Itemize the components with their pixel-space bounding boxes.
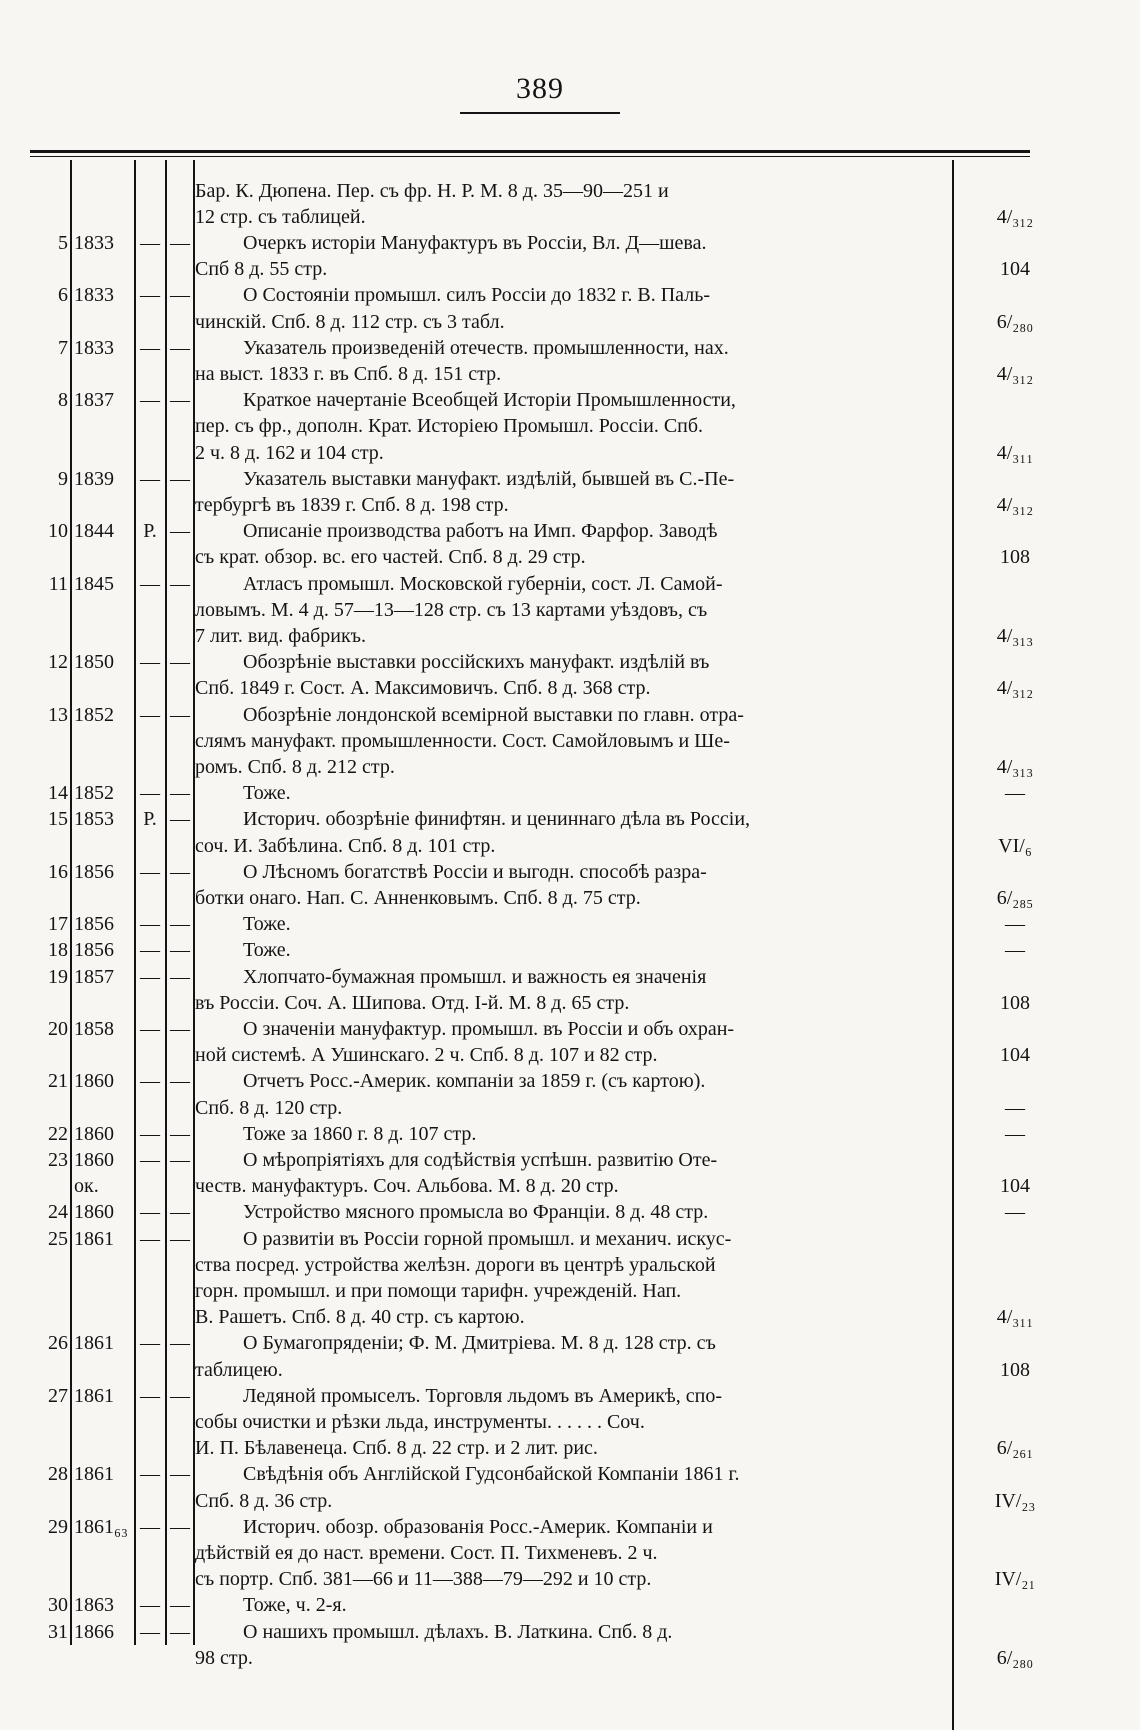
entry-number: 15 [48, 808, 68, 831]
entry-text-line: Спб. 1849 г. Сост. А. Максимовичъ. Спб. 8 д. 368 стр. [195, 677, 651, 700]
entry-text-line: О нашихъ промышл. дѣлахъ. В. Латкина. Спб. 8 д. [243, 1620, 673, 1643]
entry-year: 1837 [74, 389, 114, 412]
entry-text-line: Спб 8 д. 55 стр. [195, 258, 328, 281]
entry-text-line: 2 ч. 8 д. 162 и 104 стр. [195, 441, 384, 464]
entry-ref: 104 [1000, 258, 1030, 281]
entry-number: 11 [48, 572, 68, 595]
entry-text-line: Атласъ промышл. Московской губерніи, сост. Л. Самой- [243, 572, 723, 595]
entry-mark-1: — [140, 572, 160, 595]
entry-number: 23 [48, 1149, 68, 1171]
entry-mark-2: — [170, 651, 190, 674]
entry-ref: VI/₆ [998, 834, 1032, 857]
entry-mark-1: — [140, 284, 160, 307]
entry-number: 19 [48, 965, 68, 988]
intro-line: Бар. К. Дюпена. Пер. съ фр. Н. Р. М. 8 д. 35—90—251 и [195, 180, 669, 202]
entry-year: 1857 [74, 965, 114, 988]
entry-text-line: тербургѣ въ 1839 г. Спб. 8 д. 198 стр. [195, 493, 509, 516]
entry-mark-1: — [140, 467, 160, 490]
entry-mark-2: — [170, 703, 190, 726]
entry-ref: IV/₂₁ [994, 1568, 1036, 1591]
entry-mark-2: — [170, 782, 190, 805]
entry-number: 22 [48, 1122, 68, 1145]
entry-ref: — [1005, 913, 1025, 936]
entry-mark-1: — [140, 1332, 160, 1355]
entry-text-line: О Бумагопряденіи; Ф. М. Дмитріева. М. 8 д. 128 стр. съ [243, 1332, 716, 1355]
entry-mark-2: — [170, 1463, 190, 1486]
entry-ref: 6/₂₆₁ [996, 1437, 1034, 1460]
entry-mark-2: — [170, 1149, 190, 1171]
entry-ref: 4/₃₁₃ [996, 624, 1034, 647]
entry-mark-1: — [140, 1463, 160, 1486]
entry-mark-1: — [140, 1201, 160, 1224]
entry-year: 1861 [74, 1227, 114, 1250]
entry-ref: 108 [1000, 1358, 1030, 1381]
entry-year: 1839 [74, 467, 114, 490]
entry-mark-2: — [170, 1594, 190, 1617]
entry-text-line: О Состояніи промышл. силъ Россіи до 1832 г. В. Паль- [243, 284, 710, 307]
entry-mark-1: — [140, 1515, 160, 1538]
entry-number: 7 [58, 336, 68, 359]
entry-text-line: Тоже за 1860 г. 8 д. 107 стр. [243, 1122, 477, 1145]
entry-ref: — [1005, 1201, 1025, 1224]
entry-year: 1845 [74, 572, 114, 595]
entry-mark-1: — [140, 1384, 160, 1407]
entry-text-line: Описаніе производства работъ на Имп. Фарфор. Заводѣ [243, 520, 718, 543]
entry-year: 1852 [74, 703, 114, 726]
entry-text-line: Спб. 8 д. 36 стр. [195, 1489, 333, 1512]
entry-mark-1: — [140, 1122, 160, 1145]
entry-ref: 4/₃₁₂ [996, 362, 1034, 385]
entry-mark-1: — [140, 1149, 160, 1171]
entry-mark-1: Р. [143, 808, 157, 831]
entry-mark-1: — [140, 1018, 160, 1040]
entry-mark-1: — [140, 939, 160, 962]
entry-mark-2: — [170, 1070, 190, 1093]
entry-mark-1: — [140, 860, 160, 883]
entry-mark-2: — [170, 1201, 190, 1224]
entry-text-line: честв. мануфактуръ. Соч. Альбова. М. 8 д. 20 стр. [195, 1175, 619, 1198]
entry-mark-2: — [170, 1620, 190, 1643]
entry-number: 24 [48, 1201, 68, 1224]
entry-text-line: горн. промышл. и при помощи тарифн. учрежденій. Нап. [195, 1279, 682, 1302]
entry-number: 28 [48, 1463, 68, 1486]
entry-text-line: соч. И. Забѣлина. Спб. 8 д. 101 стр. [195, 834, 496, 857]
entry-text-line: Историч. обозр. образованія Росс.-Америк. Компаніи и [243, 1515, 713, 1538]
entry-text-line: Историч. обозрѣніе финифтян. и цениннаго дѣла въ Россіи, [243, 808, 751, 831]
entry-mark-2: — [170, 1018, 190, 1040]
entry-number: 30 [48, 1594, 68, 1617]
entry-number: 10 [48, 520, 68, 543]
entry-number: 9 [58, 467, 68, 490]
entry-number: 29 [48, 1515, 68, 1538]
entry-text-line: въ Россіи. Соч. А. Шипова. Отд. I-й. М. 8 д. 65 стр. [195, 991, 630, 1014]
entry-text-line: И. П. Бѣлавенеца. Спб. 8 д. 22 стр. и 2 лит. рис. [195, 1437, 598, 1460]
entry-text-line: Обозрѣніе лондонской всемірной выставки по главн. отра- [243, 703, 744, 726]
entry-ref: 4/₃₁₂ [996, 493, 1034, 516]
entry-text-line: Обозрѣніе выставки россійскихъ мануфакт. издѣлій въ [243, 651, 710, 674]
entry-text-line: чинскій. Спб. 8 д. 112 стр. съ 3 табл. [195, 310, 505, 333]
entry-number: 6 [58, 284, 68, 307]
entry-year: 1852 [74, 782, 114, 805]
entry-text-line: ной системѣ. А Ушинскаго. 2 ч. Спб. 8 д. 107 и 82 стр. [195, 1044, 658, 1067]
entry-mark-2: — [170, 808, 190, 831]
entry-mark-2: — [170, 1122, 190, 1145]
entry-mark-2: — [170, 939, 190, 962]
entry-number: 14 [48, 782, 68, 805]
entry-mark-2: — [170, 860, 190, 883]
entry-text-line: на выст. 1833 г. въ Спб. 8 д. 151 стр. [195, 362, 502, 385]
entry-ref: 4/₃₁₃ [996, 755, 1034, 778]
entry-number: 18 [48, 939, 68, 962]
intro-line: 12 стр. съ таблицей. [195, 206, 366, 228]
entry-year: 1833 [74, 284, 114, 307]
entry-text-line: слямъ мануфакт. промышленности. Сост. Самойловымъ и Ше- [195, 729, 730, 752]
entry-year: 1850 [74, 651, 114, 674]
entry-mark-1: — [140, 1620, 160, 1643]
entry-number: 17 [48, 913, 68, 936]
entry-text-line: Ледяной промыселъ. Торговля льдомъ въ Америкѣ, спо- [243, 1384, 723, 1407]
entry-mark-1: — [140, 703, 160, 726]
entry-number: 26 [48, 1332, 68, 1355]
entry-text-line: дѣйствій ея до наст. времени. Сост. П. Тихменевъ. 2 ч. [195, 1541, 658, 1564]
entry-mark-2: — [170, 1332, 190, 1355]
entry-mark-2: — [170, 913, 190, 936]
entry-ref: — [1005, 939, 1025, 962]
entry-text-line: съ крат. обзор. вс. его частей. Спб. 8 д. 29 стр. [195, 546, 586, 569]
entry-number: 5 [58, 232, 68, 254]
entry-mark-2: — [170, 232, 190, 254]
entry-mark-2: — [170, 572, 190, 595]
entry-year: 1861 [74, 1332, 114, 1355]
entry-year: 1861 [74, 1463, 114, 1486]
entry-year: 1860 [74, 1070, 114, 1093]
entry-text-line: съ портр. Спб. 381—66 и 11—388—79—292 и 10 стр. [195, 1568, 652, 1591]
entry-year: 1861₆₃ [74, 1515, 128, 1538]
entry-text-line: 98 стр. [195, 1646, 253, 1669]
entry-text-line: В. Рашетъ. Спб. 8 д. 40 стр. съ картою. [195, 1306, 525, 1329]
entry-year: 1860 [74, 1201, 114, 1224]
entry-year: 1856 [74, 913, 114, 936]
entry-ref: 108 [1000, 991, 1030, 1014]
entry-number: 27 [48, 1384, 68, 1407]
entry-text-line: Отчетъ Росс.-Америк. компаніи за 1859 г. (съ картою). [243, 1070, 706, 1093]
entry-ref: 6/₂₈₅ [996, 886, 1034, 909]
entry-number: 13 [48, 703, 68, 726]
entry-text-line: ромъ. Спб. 8 д. 212 стр. [195, 755, 395, 778]
entry-ref: — [1005, 1122, 1025, 1145]
entry-text-line: таблицею. [195, 1358, 283, 1381]
entry-text-line: О мѣропріятіяхъ для содѣйствія успѣшн. развитію Оте- [243, 1149, 718, 1171]
entry-year: 1853 [74, 808, 114, 831]
entry-year: 1856 [74, 939, 114, 962]
entry-mark-1: — [140, 1594, 160, 1617]
entry-mark-1: — [140, 232, 160, 254]
entry-mark-2: — [170, 336, 190, 359]
entry-mark-2: — [170, 1515, 190, 1538]
entry-mark-1: — [140, 913, 160, 936]
entry-text-line: Свѣдѣнія объ Англійской Гудсонбайской Компаніи 1861 г. [243, 1463, 740, 1486]
entry-text-line: Краткое начертаніе Всеобщей Исторіи Промышленности, [243, 389, 736, 412]
entry-ref: IV/₂₃ [994, 1489, 1036, 1512]
entry-text-line: Тоже. [243, 913, 291, 936]
entry-text-line: пер. съ фр., дополн. Крат. Исторіею Промышл. Россіи. Спб. [195, 415, 704, 438]
entry-text-line: Устройство мясного промысла во Франціи. 8 д. 48 стр. [243, 1201, 709, 1224]
entry-text-line: ловымъ. М. 4 д. 57—13—128 стр. съ 13 картами уѣздовъ, съ [195, 598, 708, 621]
entry-ref: 6/₂₈₀ [996, 310, 1034, 333]
entry-year: 1844 [74, 520, 114, 543]
entry-ref: — [1005, 782, 1025, 805]
entry-mark-2: — [170, 520, 190, 543]
entry-text-line: Указатель произведеній отечеств. промышленности, нах. [243, 336, 729, 359]
entry-text-line: Очеркъ исторіи Мануфактуръ въ Россіи, Вл. Д—шева. [243, 232, 707, 254]
entry-text-line: 7 лит. вид. фабрикъ. [195, 624, 367, 647]
entry-text-line: О значеніи мануфактур. промышл. въ Россіи и объ охран- [243, 1018, 735, 1040]
entry-year: 1833 [74, 336, 114, 359]
entry-year: 1861 [74, 1384, 114, 1407]
entry-year: 1860 [74, 1149, 114, 1171]
entry-number: 21 [48, 1070, 68, 1093]
entry-year: 1866 [74, 1620, 114, 1643]
entry-number: 25 [48, 1227, 68, 1250]
entry-mark-2: — [170, 284, 190, 307]
entry-mark-2: — [170, 965, 190, 988]
entry-text-line: ботки онаго. Нап. С. Анненковымъ. Спб. 8 д. 75 стр. [195, 886, 641, 909]
entry-text-line: Тоже, ч. 2-я. [243, 1594, 347, 1617]
entry-text-line: Спб. 8 д. 120 стр. [195, 1096, 343, 1119]
entry-mark-2: — [170, 1384, 190, 1407]
entry-year: 1833 [74, 232, 114, 254]
entry-mark-1: — [140, 782, 160, 805]
entry-ref: 108 [1000, 546, 1030, 569]
entry-mark-1: — [140, 965, 160, 988]
entry-mark-2: — [170, 389, 190, 412]
entry-text-line: ства посред. устройства желѣзн. дороги въ центрѣ уральской [195, 1253, 716, 1276]
entry-ref: 104 [1000, 1175, 1030, 1198]
entry-number: 20 [48, 1018, 68, 1040]
entry-number: 31 [48, 1620, 68, 1643]
entry-mark-2: — [170, 467, 190, 490]
entry-year-note: ок. [74, 1175, 99, 1198]
entry-mark-1: — [140, 336, 160, 359]
entry-mark-1: Р. [143, 520, 157, 543]
entry-ref: 6/₂₈₀ [996, 1646, 1034, 1669]
entry-ref: 4/₃₁₂ [996, 677, 1034, 700]
entry-year: 1863 [74, 1594, 114, 1617]
entry-number: 12 [48, 651, 68, 674]
entry-text-line: Указатель выставки мануфакт. издѣлій, бывшей въ С.-Пе- [243, 467, 735, 490]
entry-text-line: Хлопчато-бумажная промышл. и важность ея значенія [243, 965, 707, 988]
entry-mark-1: — [140, 1070, 160, 1093]
entry-ref: 4/₃₁₁ [996, 441, 1034, 464]
page-number: 389 [516, 72, 564, 105]
entry-ref: 104 [1000, 1044, 1030, 1067]
entry-text-line: Тоже. [243, 782, 291, 805]
entry-number: 8 [58, 389, 68, 412]
entry-mark-1: — [140, 389, 160, 412]
entry-text-line: собы очистки и рѣзки льда, инструменты. . . . . . Соч. [195, 1410, 645, 1433]
entry-text-line: О развитіи въ Россіи горной промышл. и механич. искус- [243, 1227, 732, 1250]
entry-ref: 4/₃₁₁ [996, 1306, 1034, 1329]
entry-ref: — [1005, 1096, 1025, 1119]
entry-mark-2: — [170, 1227, 190, 1250]
entry-year: 1860 [74, 1122, 114, 1145]
entry-number: 16 [48, 860, 68, 883]
entry-year: 1858 [74, 1018, 114, 1040]
entry-mark-1: — [140, 651, 160, 674]
entry-text-line: Тоже. [243, 939, 291, 962]
entry-year: 1856 [74, 860, 114, 883]
entry-mark-1: — [140, 1227, 160, 1250]
intro-ref: 4/₃₁₂ [996, 206, 1034, 228]
entry-text-line: О Лѣсномъ богатствѣ Россіи и выгодн. способѣ разра- [243, 860, 707, 883]
